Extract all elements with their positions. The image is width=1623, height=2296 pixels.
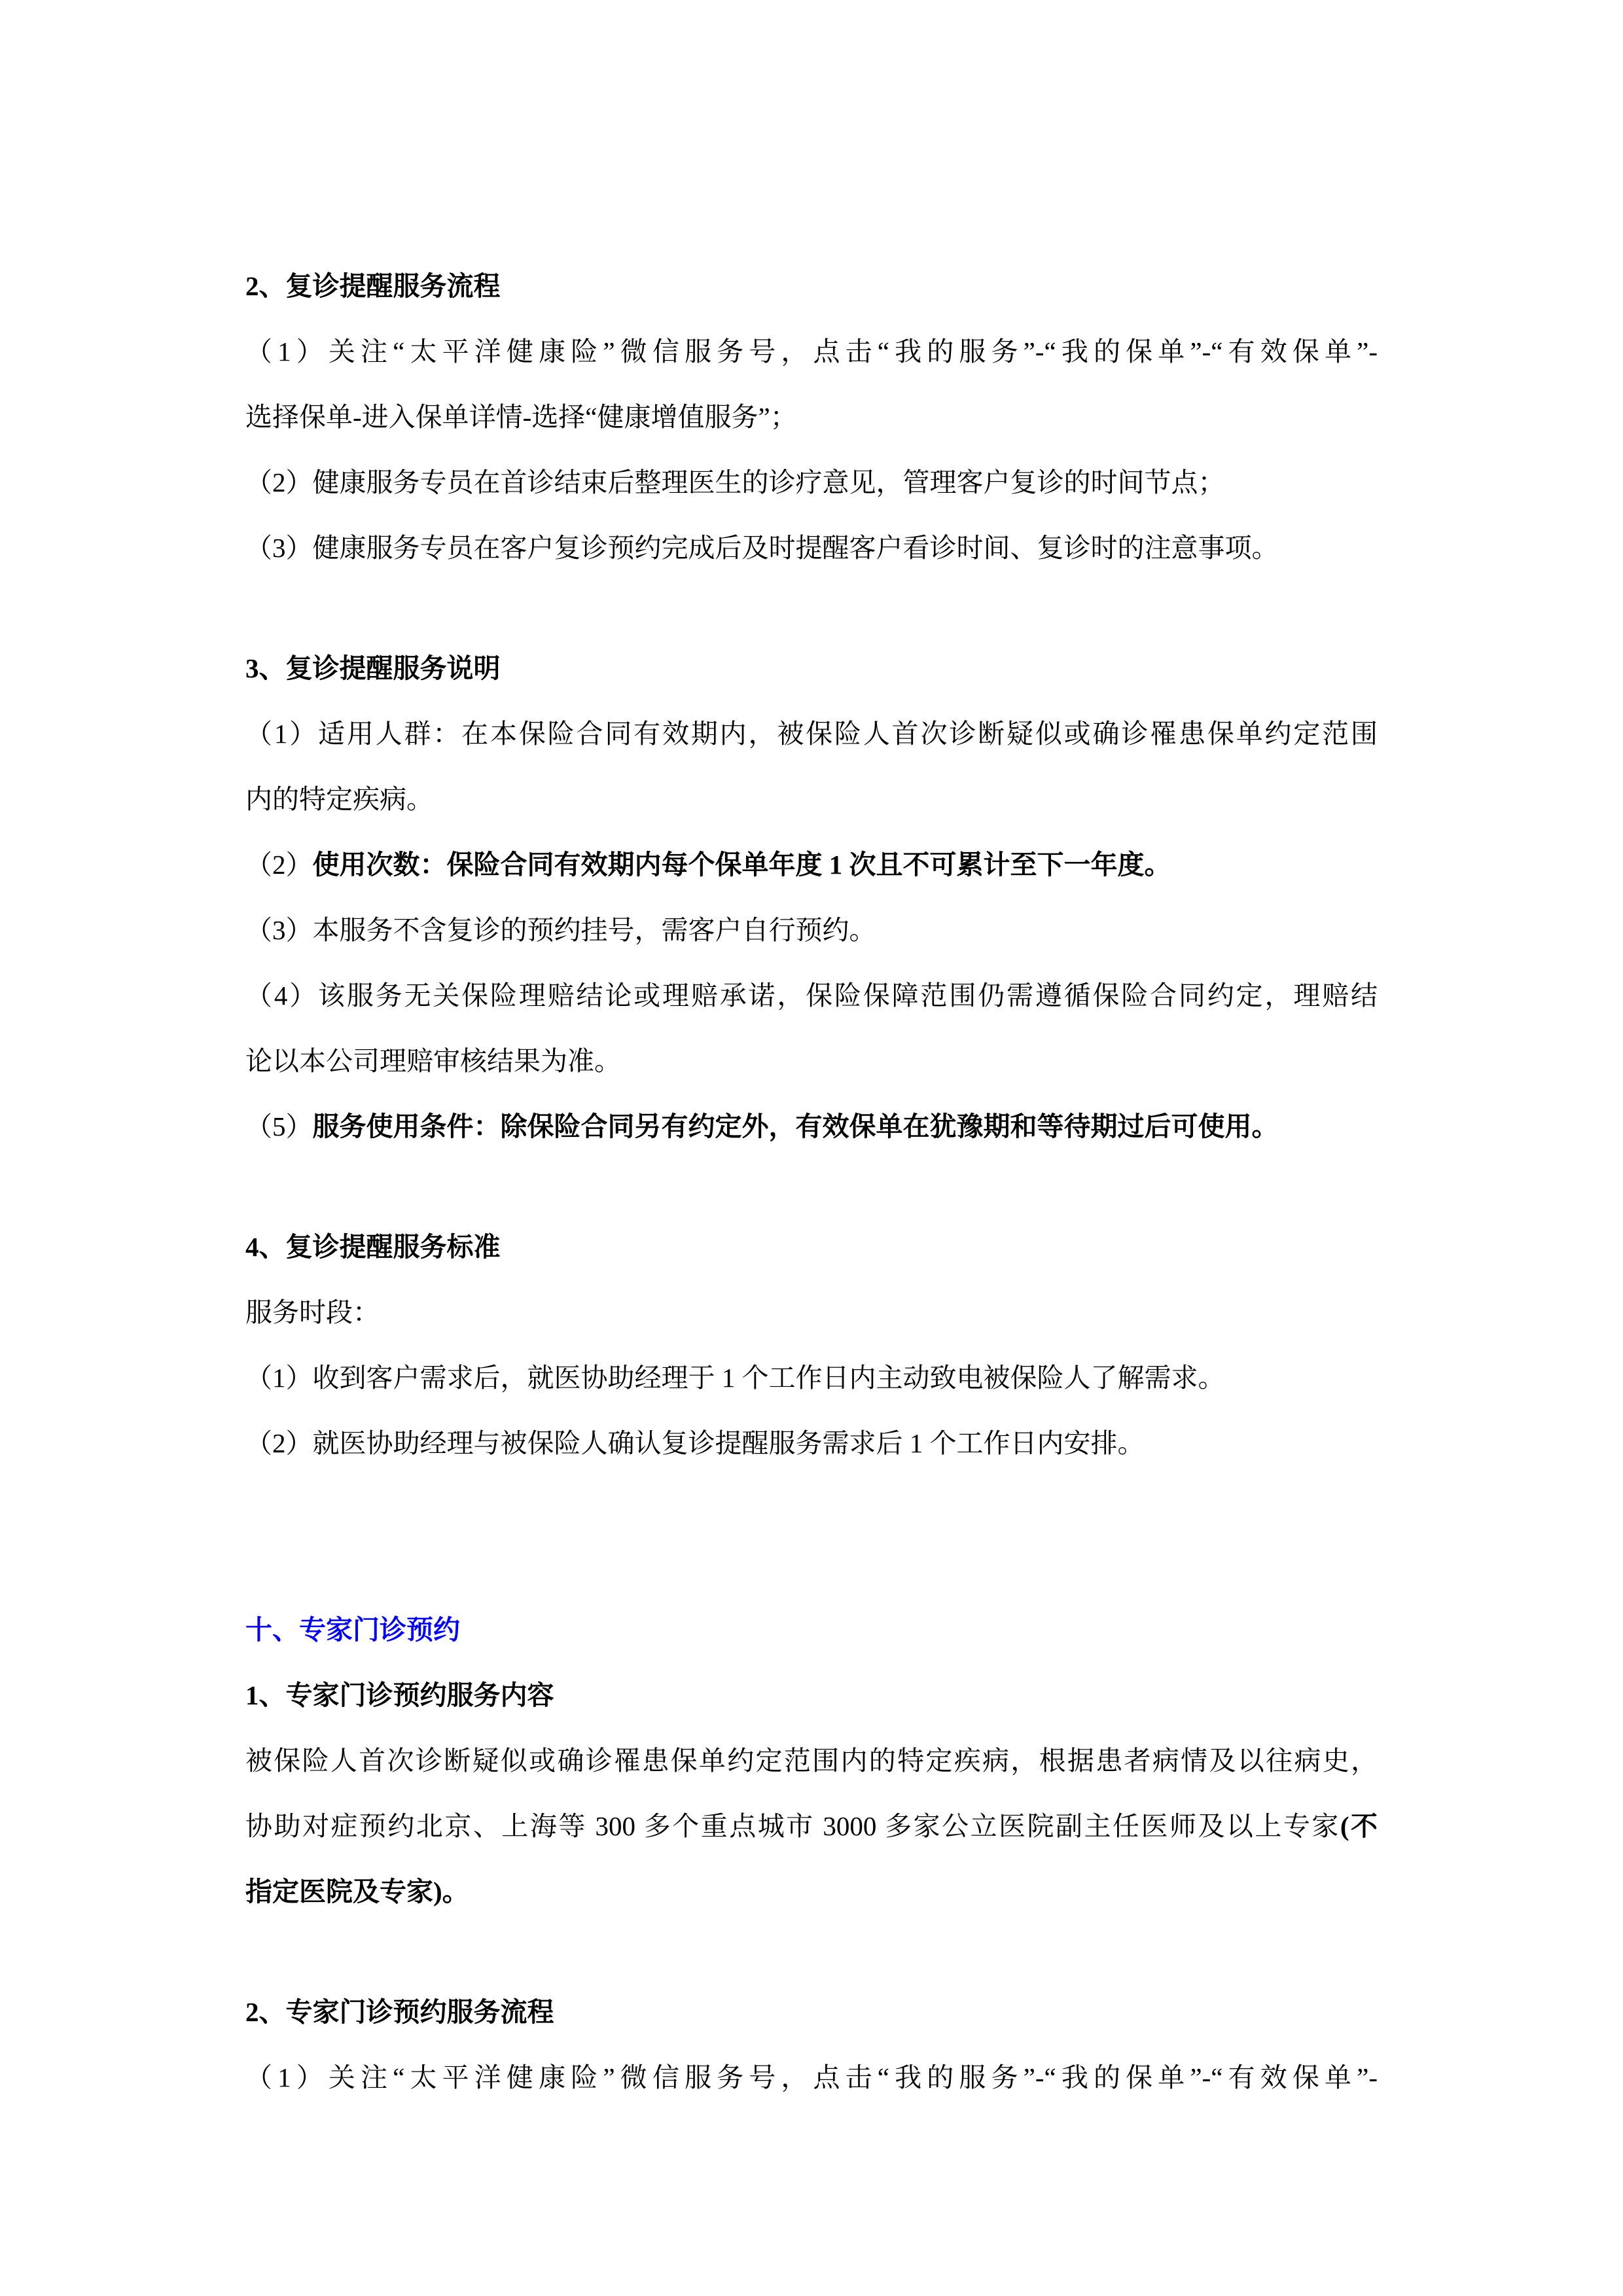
- paragraph-text: （2）: [245, 850, 313, 880]
- heading-text: 1、专家门诊预约服务内容: [245, 1680, 554, 1710]
- heading-text: 3、复诊提醒服务说明: [245, 653, 501, 683]
- paragraph-text: （4）该服务无关保险理赔结论或理赔承诺，保险保障范围仍需遵循保险合同约定，理赔结: [245, 980, 1378, 1011]
- paragraph-text: （2）健康服务专员在首诊结束后整理医生的诊疗意见，管理客户复诊的时间节点；: [245, 467, 1225, 497]
- paragraph-text: （1）关注“太平洋健康险”微信服务号，点击“我的服务”-“我的保单”-“有效保单”-: [245, 2062, 1378, 2092]
- paragraph-bold-text: 使用次数：保险合同有效期内每个保单年度 1 次且不可累计至下一年度。: [312, 850, 1171, 880]
- paragraph-text: （3）本服务不含复诊的预约挂号，需客户自行预约。: [245, 915, 876, 945]
- paragraph-text: 服务时段：: [245, 1297, 380, 1327]
- paragraph-line: [245, 1345, 1378, 1410]
- heading-text: 2、专家门诊预约服务流程: [245, 1997, 554, 2027]
- paragraph-line: [245, 384, 1378, 450]
- paragraph-bold-text: 指定医院及专家)。: [245, 1876, 469, 1907]
- paragraph-line: [245, 1793, 1378, 1859]
- paragraph-text: 论以本公司理赔审核结果为准。: [245, 1046, 621, 1076]
- paragraph-line: [245, 832, 1378, 897]
- document-body: [245, 253, 1378, 2110]
- heading-text: 2、复诊提醒服务流程: [245, 271, 501, 301]
- heading-expert-booking-process: [245, 1979, 1378, 2045]
- heading-chapter-10-expert-clinic-booking: [245, 1597, 1378, 1662]
- paragraph-line: [245, 701, 1378, 766]
- heading-text: 十、专家门诊预约: [245, 1615, 460, 1645]
- paragraph-bold-text: 服务使用条件：除保险合同另有约定外，有效保单在犹豫期和等待期过后可使用。: [312, 1111, 1279, 1141]
- paragraph-text: （1）关注“太平洋健康险”微信服务号，点击“我的服务”-“我的保单”-“有效保单”-: [245, 336, 1378, 367]
- paragraph-text: 选择保单-进入保单详情-选择“健康增值服务”；: [245, 402, 797, 432]
- heading-revisit-reminder-standard: [245, 1214, 1378, 1280]
- paragraph-line: [245, 319, 1378, 384]
- paragraph-line: [245, 897, 1378, 963]
- paragraph-text: （1）收到客户需求后，就医协助经理于 1 个工作日内主动致电被保险人了解需求。: [245, 1363, 1225, 1393]
- paragraph-line: [245, 1410, 1378, 1476]
- paragraph-bold-text: (不: [1340, 1811, 1378, 1841]
- paragraph-line: [245, 1280, 1378, 1345]
- paragraph-text: （1）适用人群：在本保险合同有效期内，被保险人首次诊断疑似或确诊罹患保单约定范围: [245, 719, 1378, 749]
- paragraph-line: [245, 2045, 1378, 2110]
- heading-expert-booking-content: [245, 1662, 1378, 1728]
- heading-revisit-reminder-notes: [245, 636, 1378, 701]
- paragraph-line: [245, 1094, 1378, 1159]
- heading-revisit-reminder-process: [245, 253, 1378, 319]
- paragraph-line: [245, 450, 1378, 515]
- paragraph-text: 协助对症预约北京、上海等 300 多个重点城市 3000 多家公立医院副主任医师及以上专家: [245, 1811, 1340, 1841]
- paragraph-line: [245, 766, 1378, 832]
- paragraph-line: [245, 1728, 1378, 1793]
- paragraph-line: [245, 515, 1378, 581]
- paragraph-line: [245, 1028, 1378, 1094]
- heading-text: 4、复诊提醒服务标准: [245, 1232, 501, 1262]
- paragraph-text: （3）健康服务专员在客户复诊预约完成后及时提醒客户看诊时间、复诊时的注意事项。: [245, 533, 1279, 563]
- paragraph-text: 内的特定疾病。: [245, 784, 433, 814]
- paragraph-text: （2）就医协助经理与被保险人确认复诊提醒服务需求后 1 个工作日内安排。: [245, 1428, 1145, 1458]
- paragraph-line: [245, 963, 1378, 1028]
- paragraph-line: [245, 1859, 1378, 1924]
- paragraph-text: 被保险人首次诊断疑似或确诊罹患保单约定范围内的特定疾病，根据患者病情及以往病史，: [245, 1746, 1378, 1776]
- paragraph-text: （5）: [245, 1111, 313, 1141]
